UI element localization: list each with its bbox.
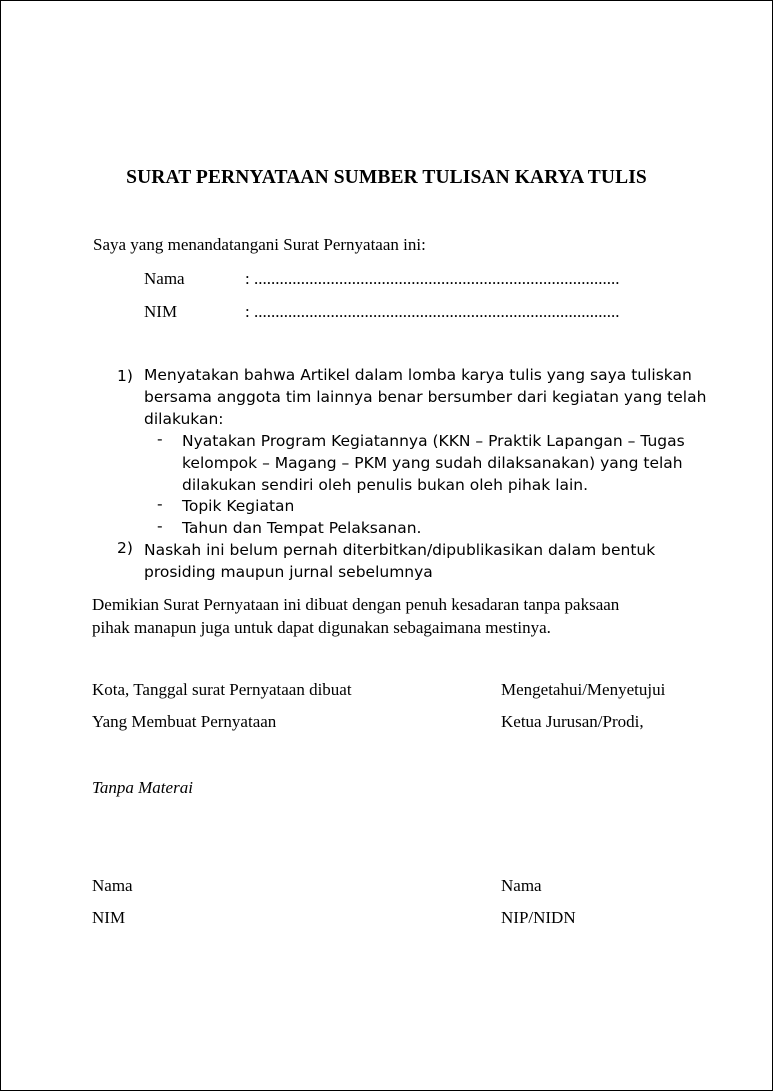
signer-role-text: Yang Membuat Pernyataan bbox=[92, 712, 277, 731]
sub-item-dash: - bbox=[157, 430, 163, 448]
sub-item-dash: - bbox=[157, 517, 163, 535]
stamp-note: Tanpa Materai bbox=[92, 778, 193, 797]
approver-role-text: Ketua Jurusan/Prodi, bbox=[501, 712, 644, 731]
closing-line: Demikian Surat Pernyataan ini dibuat dengan penuh kesadaran tanpa paksaan bbox=[92, 595, 620, 614]
signer-id-label: NIM bbox=[92, 908, 126, 927]
closing-line: pihak manapun juga untuk dapat digunakan sebagaimana mestinya. bbox=[92, 618, 551, 637]
document-title: SURAT PERNYATAAN SUMBER TULISAN KARYA TULIS bbox=[126, 167, 647, 188]
list-item-number: 1) bbox=[117, 367, 133, 385]
sub-item bbox=[182, 495, 294, 517]
intro-text: Saya yang menandatangani Surat Pernyataan ini: bbox=[93, 235, 426, 254]
list-item-line: prosiding maupun jurnal sebelumnya bbox=[144, 563, 433, 581]
list-item-number: 2) bbox=[117, 539, 133, 557]
sub-item bbox=[182, 430, 685, 496]
list-item-line: Naskah ini belum pernah diterbitkan/dipublikasikan dalam bentuk bbox=[144, 541, 656, 559]
field-name-value: : ...................................................................................... bbox=[245, 269, 620, 288]
approver-name-label: Nama bbox=[501, 876, 542, 895]
list-item bbox=[144, 539, 655, 583]
field-name-label: Nama bbox=[144, 269, 185, 288]
sub-item-dash: - bbox=[157, 495, 163, 513]
signer-name-label: Nama bbox=[92, 876, 133, 895]
field-nim-value: : ...................................................................................... bbox=[245, 302, 620, 321]
sub-item-line: Tahun dan Tempat Pelaksanan. bbox=[182, 519, 422, 537]
approval-text: Mengetahui/Menyetujui bbox=[501, 680, 666, 699]
sub-item-line: kelompok – Magang – PKM yang sudah dilaksanakan) yang telah bbox=[182, 454, 683, 472]
field-nim-label: NIM bbox=[144, 302, 178, 321]
sub-item-line: Nyatakan Program Kegiatannya (KKN – Praktik Lapangan – Tugas bbox=[182, 432, 685, 450]
approver-id-label: NIP/NIDN bbox=[501, 908, 576, 927]
closing-paragraph bbox=[92, 593, 619, 639]
list-item bbox=[144, 364, 706, 430]
list-item-line: Menyatakan bahwa Artikel dalam lomba karya tulis yang saya tuliskan bbox=[144, 366, 692, 384]
list-item-line: bersama anggota tim lainnya benar bersumber dari kegiatan yang telah bbox=[144, 388, 707, 406]
sub-item-line: Topik Kegiatan bbox=[182, 497, 295, 515]
sub-item-line: dilakukan sendiri oleh penulis bukan oleh pihak lain. bbox=[182, 476, 589, 494]
place-date-text: Kota, Tanggal surat Pernyataan dibuat bbox=[92, 680, 352, 699]
sub-item bbox=[182, 517, 421, 539]
list-item-line: dilakukan: bbox=[144, 410, 224, 428]
